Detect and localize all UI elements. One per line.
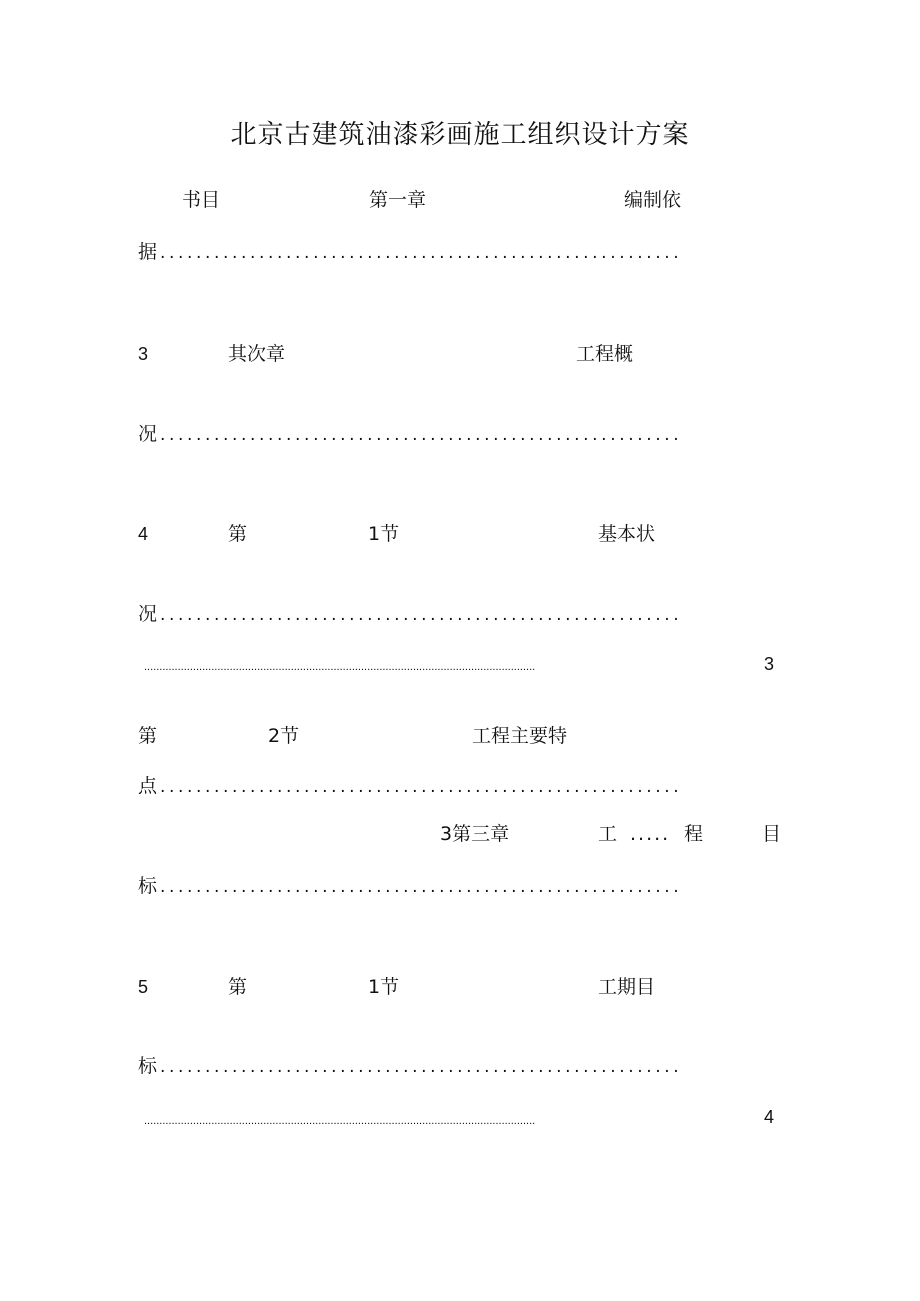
- toc-entry-section-number: 1节: [368, 976, 400, 998]
- toc-entry-section-title: 工程主要特: [472, 725, 568, 747]
- toc-entry-section-title: 工期目: [598, 976, 656, 998]
- toc-entry-chapter3-title-part: 程: [684, 823, 704, 845]
- toc-entry-chapter2-label: 其次章: [228, 343, 286, 365]
- toc-entry-section-title: 基本状: [598, 523, 656, 545]
- toc-dot-leader: ..........................................................: [160, 605, 683, 625]
- toc-entry-chapter3-label: 3第三章: [440, 823, 510, 845]
- toc-entry-chapter3-title-cont: 标: [138, 875, 158, 897]
- toc-entry-section-number: 1节: [368, 523, 400, 545]
- toc-entry-section-title-cont: 点: [138, 775, 158, 797]
- toc-entry-section-number: 2节: [268, 725, 300, 747]
- toc-page-number: 4: [138, 524, 149, 544]
- toc-entry-section-label: 第: [138, 725, 158, 747]
- toc-page-number: 4: [764, 1107, 775, 1127]
- toc-entry-chapter2-title-cont: 况: [138, 423, 158, 445]
- toc-entry-section-label: 第: [228, 523, 248, 545]
- toc-page-number: 3: [764, 654, 775, 674]
- toc-dot-leader: ..........................................................: [160, 425, 683, 445]
- toc-page-number: 5: [138, 977, 149, 997]
- toc-entry-chapter1-title: 编制依: [624, 189, 682, 211]
- toc-heading: 书目: [182, 189, 221, 211]
- toc-entry-chapter2-title: 工程概: [576, 343, 634, 365]
- toc-entry-chapter3-title-part: 工: [598, 823, 618, 845]
- toc-fine-dot-leader: ................................................................................................................................: [144, 1115, 536, 1127]
- toc-dot-leader: ..........................................................: [160, 1057, 683, 1077]
- toc-dot-leader: .....: [630, 823, 671, 845]
- toc-entry-section-title-cont: 况: [138, 603, 158, 625]
- toc-dot-leader: ..........................................................: [160, 777, 683, 797]
- toc-entry-section-title-cont: 标: [138, 1055, 158, 1077]
- toc-page-number: 3: [138, 344, 149, 364]
- toc-dot-leader: ..........................................................: [160, 877, 683, 897]
- toc-entry-chapter3-title-part: 目: [762, 823, 782, 845]
- toc-entry-chapter1-title-cont: 据: [138, 241, 158, 263]
- document-title: 北京古建筑油漆彩画施工组织设计方案: [230, 120, 690, 150]
- toc-dot-leader: ..........................................................: [160, 243, 683, 263]
- toc-entry-chapter1-label: 第一章: [369, 189, 427, 211]
- toc-entry-section-label: 第: [228, 976, 248, 998]
- toc-fine-dot-leader: ................................................................................................................................: [144, 661, 536, 673]
